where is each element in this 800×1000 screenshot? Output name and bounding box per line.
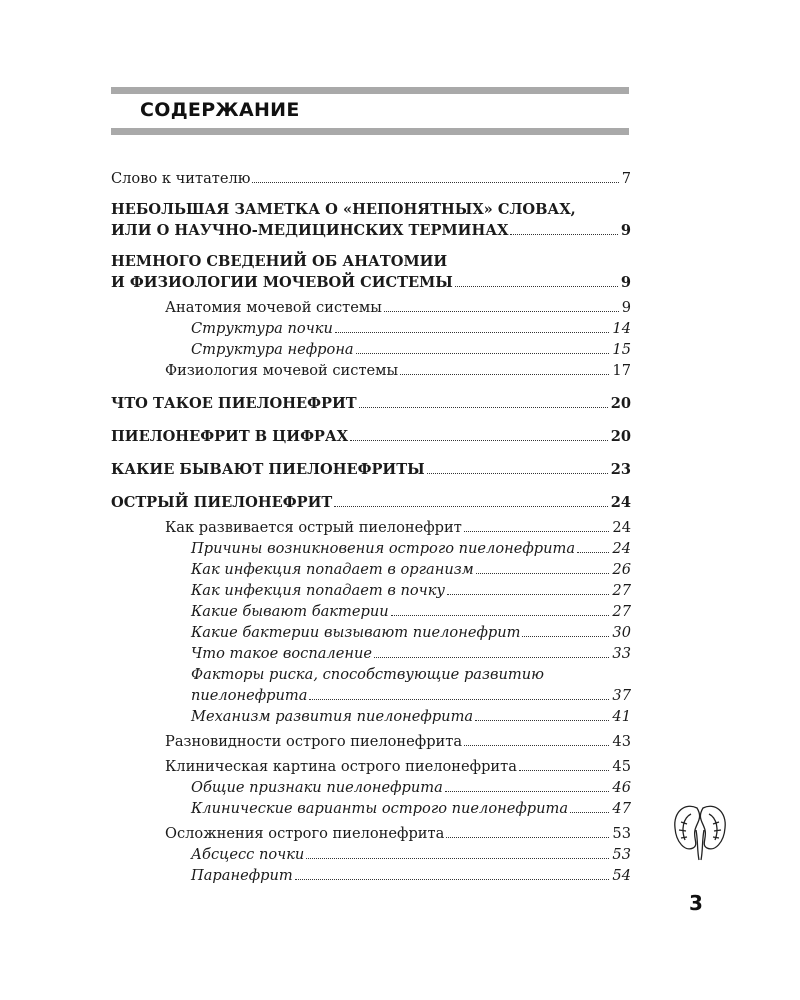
dot-leader [519,770,610,771]
toc-entry[interactable] [111,664,631,706]
toc-entry-title: Как инфекция попадает в почку [191,582,445,599]
toc-entry[interactable] [111,339,631,360]
dot-leader [295,879,610,880]
dot-leader [455,286,618,287]
kidneys-icon [669,800,731,862]
dot-leader [252,182,618,183]
toc-entry-page: 24 [612,540,631,557]
toc-entry[interactable] [111,318,631,339]
toc-entry-title: ПИЕЛОНЕФРИТ В ЦИФРАХ [111,428,349,445]
toc-entry-title-first-line: НЕБОЛЬШАЯ ЗАМЕТКА О «НЕПОНЯТНЫХ» СЛОВАХ, [111,201,576,218]
toc-entry-title: Абсцесс почки [191,846,305,863]
toc-entry-title: Общие признаки пиелонефрита [191,779,443,796]
toc-entry-page: 45 [612,758,631,775]
dot-leader [356,353,610,354]
toc-entry[interactable] [111,459,631,480]
toc-entry[interactable] [111,251,631,293]
toc-entry[interactable] [111,559,631,580]
toc-entry[interactable] [111,297,631,318]
toc-entry-page: 41 [612,708,631,725]
dot-leader [427,473,608,474]
dot-leader [464,531,610,532]
toc-entry-title: Слово к читателю [111,170,251,187]
toc-entry-title: Структура нефрона [191,341,354,358]
toc-entry-title-first-line: НЕМНОГО СВЕДЕНИЙ ОБ АНАТОМИИ [111,253,448,270]
toc-entry[interactable] [111,865,631,886]
dot-leader [391,615,610,616]
dot-leader [334,506,607,507]
toc-entry[interactable] [111,580,631,601]
toc-entry-page: 27 [612,603,631,620]
toc-entry[interactable] [111,168,631,189]
dot-leader [306,858,609,859]
toc-entry[interactable] [111,731,631,752]
toc-entry-title: пиелонефрита [191,687,308,704]
toc-entry-page: 9 [620,222,631,239]
toc-entry-page: 26 [612,561,631,578]
toc-entry[interactable] [111,517,631,538]
page-title: СОДЕРЖАНИЕ [140,99,300,121]
toc-entry-page: 9 [621,299,631,316]
table-of-contents [111,168,631,886]
toc-entry[interactable] [111,643,631,664]
toc-entry-page: 54 [612,867,631,884]
dot-leader [510,234,617,235]
toc-entry-title: ЧТО ТАКОЕ ПИЕЛОНЕФРИТ [111,395,357,412]
toc-entry-title: И ФИЗИОЛОГИИ МОЧЕВОЙ СИСТЕМЫ [111,274,453,291]
dot-leader [446,837,609,838]
toc-entry-title: Как инфекция попадает в организм [191,561,474,578]
toc-entry[interactable] [111,756,631,777]
toc-entry[interactable] [111,622,631,643]
toc-entry[interactable] [111,492,631,513]
toc-entry-title: Разновидности острого пиелонефрита [165,733,463,750]
page-number: 3 [689,891,703,915]
toc-entry-page: 14 [612,320,631,337]
toc-entry-page: 23 [610,461,631,478]
header-rule-top [111,87,629,94]
toc-entry-page: 33 [612,645,631,662]
dot-leader [445,791,610,792]
dot-leader [447,594,609,595]
toc-entry-title: ИЛИ О НАУЧНО-МЕДИЦИНСКИХ ТЕРМИНАХ [111,222,509,239]
toc-entry-page: 20 [610,428,631,445]
toc-entry-title: Какие бывают бактерии [191,603,389,620]
toc-entry-page: 53 [612,846,631,863]
toc-entry-title-first-line: Факторы риска, способствующие развитию [191,666,544,683]
header-rule-bottom [111,128,629,135]
toc-entry[interactable] [111,844,631,865]
toc-entry[interactable] [111,199,631,241]
toc-entry[interactable] [111,426,631,447]
toc-entry-page: 30 [612,624,631,641]
toc-entry[interactable] [111,777,631,798]
dot-leader [374,657,609,658]
dot-leader [522,636,609,637]
toc-entry-page: 17 [612,362,631,379]
toc-entry-page: 43 [612,733,631,750]
dot-leader [475,720,609,721]
toc-entry-title: Анатомия мочевой системы [165,299,382,316]
dot-leader [350,440,608,441]
toc-entry-title: Клиническая картина острого пиелонефрита [165,758,517,775]
dot-leader [577,552,609,553]
toc-entry-page: 24 [610,494,631,511]
toc-entry-title: Осложнения острого пиелонефрита [165,825,445,842]
toc-entry-title: Физиология мочевой системы [165,362,399,379]
toc-entry-title: Причины возникновения острого пиелонефрита [191,540,576,557]
toc-entry-title: Что такое воспаление [191,645,372,662]
toc-entry-page: 47 [612,800,631,817]
dot-leader [309,699,609,700]
dot-leader [464,745,609,746]
toc-entry-page: 53 [612,825,631,842]
toc-entry-title: ОСТРЫЙ ПИЕЛОНЕФРИТ [111,494,333,511]
dot-leader [335,332,610,333]
toc-entry-title: Механизм развития пиелонефрита [191,708,474,725]
toc-entry[interactable] [111,798,631,819]
toc-entry-page: 20 [610,395,631,412]
toc-entry[interactable] [111,706,631,727]
toc-entry-title: Паранефрит [191,867,293,884]
toc-entry[interactable] [111,393,631,414]
toc-entry[interactable] [111,823,631,844]
toc-entry-page: 7 [621,170,631,187]
toc-entry-title: КАКИЕ БЫВАЮТ ПИЕЛОНЕФРИТЫ [111,461,425,478]
toc-entry-title: Клинические варианты острого пиелонефрита [191,800,569,817]
dot-leader [384,311,619,312]
toc-entry[interactable] [111,601,631,622]
dot-leader [359,407,608,408]
toc-entry-title: Как развивается острый пиелонефрит [165,519,462,536]
toc-entry-page: 37 [612,687,631,704]
dot-leader [476,573,610,574]
toc-entry-page: 27 [612,582,631,599]
toc-entry-title: Структура почки [191,320,333,337]
toc-entry-page: 24 [612,519,631,536]
toc-entry-page: 15 [612,341,631,358]
toc-entry-title: Какие бактерии вызывают пиелонефрит [191,624,521,641]
dot-leader [570,812,609,813]
toc-entry[interactable] [111,538,631,559]
toc-entry-page: 46 [612,779,631,796]
toc-entry-page: 9 [620,274,631,291]
toc-entry[interactable] [111,360,631,381]
dot-leader [400,374,609,375]
